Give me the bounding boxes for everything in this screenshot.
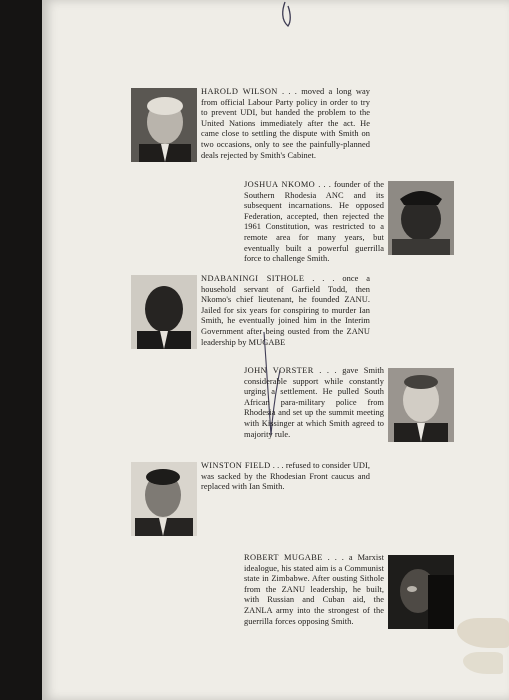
person-description: moved a long way from official Labour Party policy in order to try to prevent UDI, but handed the problem to the United Nations immediately after the act. He came close to settling the dispute with Smith on two occasions, only to see the painfully-planned deals rejected by Smith's Cabinet.	[201, 87, 370, 160]
person-description: gave Smith considerable support while constantly urging a settlement. He pulled South African para-military police from Rhodesia and set up the summit meeting with Kissinger at which Smith agreed to majority rule.	[244, 366, 384, 439]
ellipsis-separator: . . .	[322, 553, 349, 562]
portrait-image	[388, 181, 454, 255]
portrait-photo-nkomo	[388, 181, 454, 255]
person-name: ROBERT MUGABE	[244, 553, 323, 562]
caption-sithole	[201, 274, 370, 348]
ellipsis-separator: . . .	[270, 461, 286, 470]
portrait-photo-sithole	[131, 275, 197, 349]
pen-scribble-icon	[255, 0, 315, 40]
ellipsis-separator: . . .	[304, 274, 343, 283]
caption-mugabe	[244, 553, 384, 627]
person-name: HAROLD WILSON	[201, 87, 278, 96]
portrait-image	[388, 368, 454, 442]
ellipsis-separator: . . .	[315, 180, 334, 189]
person-name: NDABANINGI SITHOLE	[201, 274, 305, 283]
portrait-image	[131, 275, 197, 349]
person-description: a Marxist idealogue, his stated aim is a Communist state in Zimbabwe. After ousting Sithole from the ZANU leadership, he built, with Russian and Cuban aid, the ZANLA army into the strongest of the guerrilla forces opposing Smith.	[244, 553, 384, 626]
portrait-photo-wilson	[131, 88, 197, 162]
portrait-image	[388, 555, 454, 629]
caption-vorster	[244, 366, 384, 440]
ellipsis-separator: . . .	[313, 366, 343, 375]
portrait-image	[131, 462, 197, 536]
person-description: once a household servant of Garfield Todd, then Nkomo's chief lieutenant, he founded ZANU. Jailed for six years for conspiring to murder Ian Smith, he eventually joined him in the Interim Government after being ousted from the ZANU leadership by MUGABE	[201, 274, 371, 347]
portrait-photo-mugabe	[388, 555, 454, 629]
portrait-photo-field	[131, 462, 197, 536]
caption-wilson	[201, 87, 370, 161]
person-description: founder of the Southern Rhodesia ANC and its subsequent incarnations. He opposed Federation, accepted, then rejected the 1961 Constitution, was restricted to a remote area for many years, but eventually built a powerful guerrilla force to challenge Smith.	[244, 180, 384, 264]
person-name: JOSHUA NKOMO	[244, 180, 316, 189]
portrait-photo-vorster	[388, 368, 454, 442]
person-name: WINSTON FIELD	[201, 461, 271, 470]
person-name: JOHN VORSTER	[244, 366, 314, 375]
ellipsis-separator: . . .	[277, 87, 302, 96]
person-description: refused to consider UDI, was sacked by the Rhodesian Front caucus and replaced with Ian Smith.	[201, 461, 370, 492]
caption-nkomo	[244, 180, 384, 265]
book-spine	[0, 0, 42, 700]
caption-field	[201, 461, 370, 493]
portrait-image	[131, 88, 197, 162]
